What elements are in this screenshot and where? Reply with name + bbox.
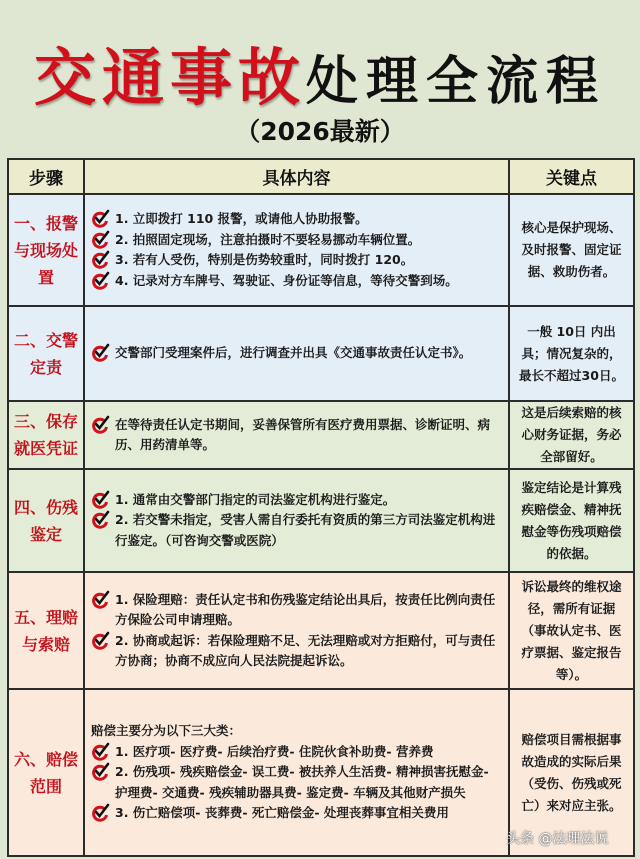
table-header xyxy=(8,159,634,194)
step-label: 二、交警定责 xyxy=(8,306,84,401)
list-item: 1. 医疗项- 医疗费- 后续治疗费- 住院伙食补助费- 营养费 xyxy=(91,742,502,763)
step-label: 四、伤残鉴定 xyxy=(8,469,84,572)
process-table xyxy=(7,158,635,857)
list-item: 在等待责任认定书期间，妥善保管所有医疗费用票据、诊断证明、病历、用药清单等。 xyxy=(91,415,502,456)
list-item: 2. 协商或起诉：若保险理赔不足、无法理赔或对方拒赔付，可与责任方协商；协商不成应向人民法院提起诉讼。 xyxy=(91,631,502,672)
check-icon xyxy=(91,209,110,229)
list-item: 3. 伤亡赔偿项- 丧葬费- 死亡赔偿金- 处理丧葬事宜相关费用 xyxy=(91,803,502,824)
key-point: 诉讼最终的维权途径，需所有证据（事故认定书、医疗票据、鉴定报告等）。 xyxy=(509,572,634,689)
page-subtitle: （2026最新） xyxy=(235,117,405,146)
step-content xyxy=(84,194,509,306)
check-icon xyxy=(91,250,110,270)
table-row xyxy=(8,306,634,401)
compensation-intro: 赔偿主要分为以下三大类： xyxy=(91,723,242,739)
step-content xyxy=(84,689,509,856)
title-red: 交通事故 xyxy=(33,41,306,114)
step-label: 三、保存就医凭证 xyxy=(8,401,84,469)
step-content xyxy=(84,572,509,689)
step-label: 六、赔偿范围 xyxy=(8,689,84,856)
step-label: 一、报警与现场处置 xyxy=(8,194,84,306)
list-item: 4. 记录对方车牌号、驾驶证、身份证等信息，等待交警到场。 xyxy=(91,271,502,292)
check-icon xyxy=(91,742,110,762)
list-item: 1. 立即拨打 110 报警，或请他人协助报警。 xyxy=(91,209,502,230)
step-label: 五、理赔与索赔 xyxy=(8,572,84,689)
list-item: 交警部门受理案件后，进行调查并出具《交通事故责任认定书》。 xyxy=(91,343,502,364)
list-item: 1. 保险理赔：责任认定书和伤残鉴定结论出具后，按责任比例向责任方保险公司申请理赔。 xyxy=(91,590,502,631)
title-black: 处理全流程 xyxy=(306,52,607,112)
check-icon xyxy=(91,510,110,530)
key-point: 核心是保护现场、及时报警、固定证据、救助伤者。 xyxy=(509,194,634,306)
page-title xyxy=(0,28,640,117)
check-icon xyxy=(91,490,110,510)
key-point: 这是后续索赔的核心财务证据，务必全部留好。 xyxy=(509,401,634,469)
table-row xyxy=(8,401,634,469)
key-point: 一般 10日 内出具；情况复杂的，最长不超过30日。 xyxy=(509,306,634,401)
list-item: 3. 若有人受伤，特别是伤势较重时，同时拨打 120。 xyxy=(91,250,502,271)
key-point: 赔偿项目需根据事故造成的实际后果（受伤、伤残或死亡）来对应主张。 xyxy=(509,689,634,856)
list-item: 2. 拍照固定现场，注意拍摄时不要轻易挪动车辆位置。 xyxy=(91,230,502,251)
check-icon xyxy=(91,803,110,823)
check-icon xyxy=(91,631,110,651)
header-step: 步骤 xyxy=(8,159,84,194)
header-key: 关键点 xyxy=(509,159,634,194)
table-row xyxy=(8,469,634,572)
table-row xyxy=(8,572,634,689)
header-content: 具体内容 xyxy=(84,159,509,194)
table-row xyxy=(8,194,634,306)
check-icon xyxy=(91,415,110,435)
list-item: 2. 若交警未指定，受害人需自行委托有资质的第三方司法鉴定机构进行鉴定。（可咨询交警或医院） xyxy=(91,510,502,551)
watermark: 头条 @法理法说 xyxy=(506,831,609,847)
step-content xyxy=(84,469,509,572)
list-item: 2. 伤残项- 残疾赔偿金- 误工费- 被扶养人生活费- 精神损害抚慰金- 护理费- 交通费- 残疾辅助器具费- 鉴定费- 车辆及其他财产损失 xyxy=(91,762,502,803)
check-icon xyxy=(91,271,110,291)
key-point: 鉴定结论是计算残疾赔偿金、精神抚慰金等伤残项赔偿的依据。 xyxy=(509,469,634,572)
check-icon xyxy=(91,230,110,250)
check-icon xyxy=(91,343,110,363)
check-icon xyxy=(91,590,110,610)
list-item: 1. 通常由交警部门指定的司法鉴定机构进行鉴定。 xyxy=(91,490,502,511)
step-content xyxy=(84,401,509,469)
check-icon xyxy=(91,762,110,782)
step-content xyxy=(84,306,509,401)
